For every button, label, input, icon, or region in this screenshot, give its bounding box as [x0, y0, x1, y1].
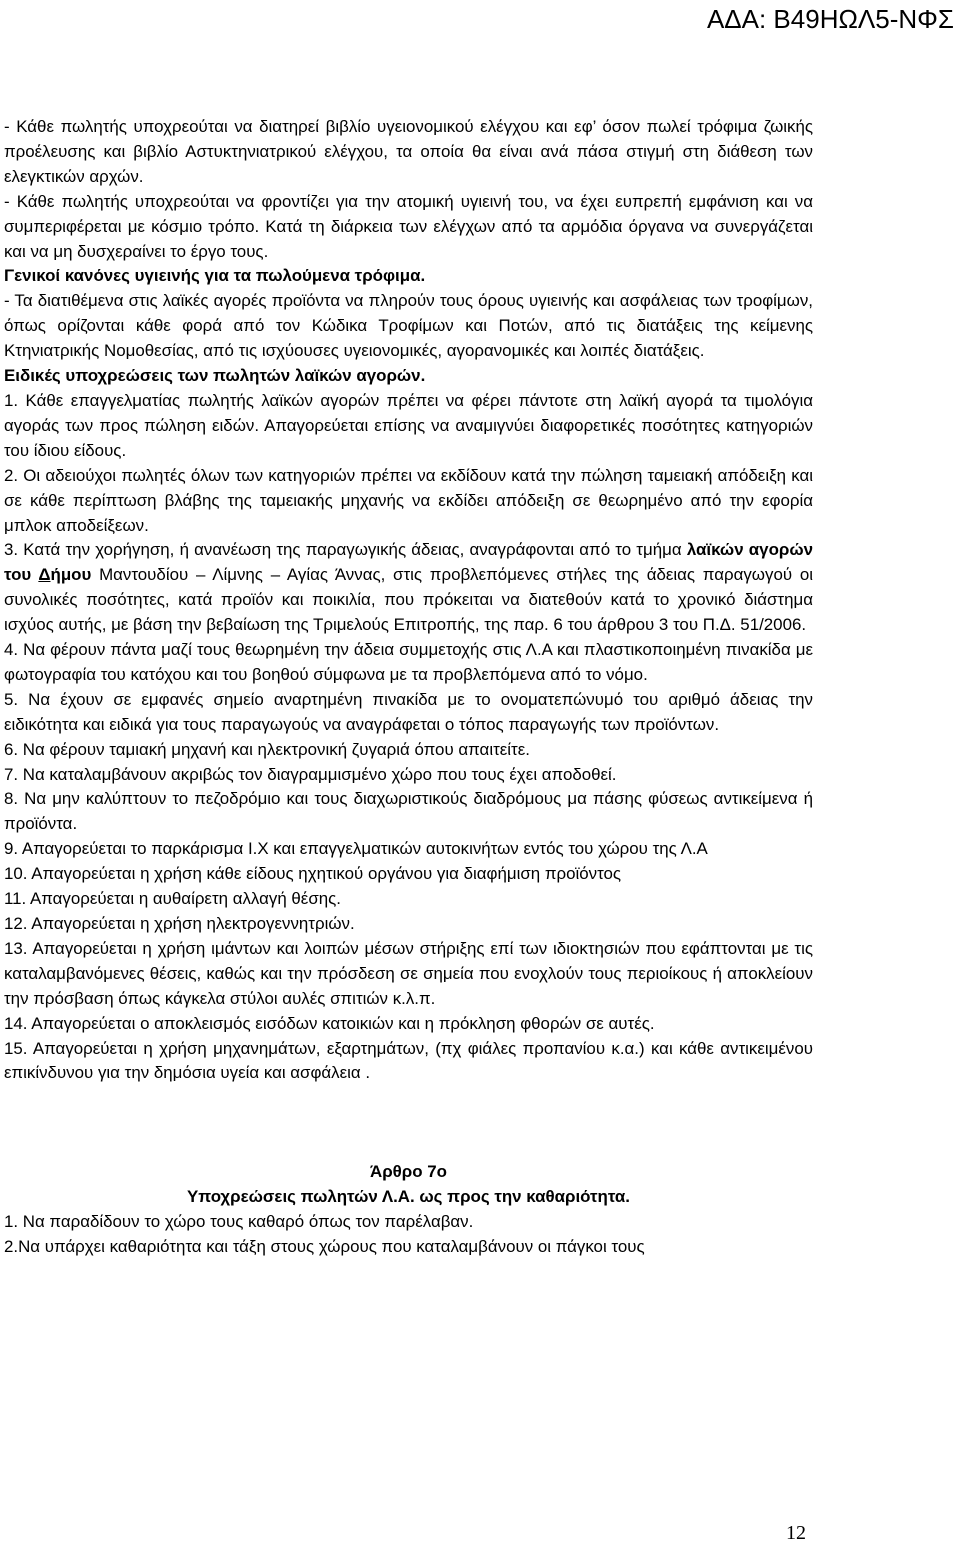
list-item-4: 4. Να φέρουν πάντα μαζί τους θεωρημένη την άδεια συμμετοχής στις Λ.Α και πλαστικοποιημένη πινακίδα με φωτογραφία του κατόχου και του βοηθού σύμφωνα με τα προβλεπόμενα από το νόμο. — [4, 640, 813, 684]
list-item-3-text-end: Μαντουδίου – Λίμνης – Αγίας Άννας, στις προβλεπόμενες στήλες της άδειας παραγωγού οι συνολικές ποσότητες, κατά προϊόν και ποικιλία, που πρόκειται να διατεθούν κατά το χρονικό διάστημα ισχύος αυτής, με βάση την βεβαίωση της Τριμελούς Επιτροπής, της παρ. 6 του άρθρου 3 του Π.Δ. 51/2006. — [4, 565, 813, 635]
list-item-14: 14. Απαγορεύεται ο αποκλεισμός εισόδων κατοικιών και η πρόκληση φθορών σε αυτές. — [4, 1013, 655, 1033]
list-item-11: 11. Απαγορεύεται η αυθαίρετη αλλαγή θέσης. — [4, 889, 341, 909]
list-item-7: 7. Να καταλαμβάνουν ακριβώς τον διαγραμμισμένο χώρο που τους έχει αποδοθεί. — [4, 764, 617, 784]
list-item-2: 2. Οι αδειούχοι πωλητές όλων των κατηγοριών πρέπει να εκδίδουν κατά την πώληση ταμειακή απόδειξη και σε κάθε περίπτωση βλάβης της ταμειακής μηχανής να εκδίδει απόδειξη σε θεωρημένο από την εφορία μπλοκ αποδείξεων. — [4, 465, 813, 535]
article-title: Άρθρο 7ο — [370, 1162, 447, 1182]
list-item-6: 6. Να φέρουν ταμιακή μηχανή και ηλεκτρονική ζυγαριά όπου απαιτείτε. — [4, 739, 530, 759]
list-item-10: 10. Απαγορεύεται η χρήση κάθε είδους ηχητικού οργάνου για διαφήμιση προϊόντος — [4, 864, 622, 884]
list-item-13: 13. Απαγορεύεται η χρήση ιμάντων και λοιπών μέσων στήριξης επί των ιδιοκτησιών που εφάπτονται με τις καταλαμβανόμενες θέσεις, καθώς και την πρόσδεση σε σημεία που ενοχλούν τους περιοίκους ή αποκλείουν την πρόσβαση όπως κάγκελα στύλοι αυλές σπιτιών κ.λ.π. — [4, 938, 813, 1008]
list-item-9: 9. Απαγορεύεται το παρκάρισμα Ι.Χ και επαγγελματικών αυτοκινήτων εντός του χώρου της Λ.Α — [4, 839, 708, 859]
article-subtitle: Υποχρεώσεις πωλητών Λ.Α. ως προς την καθαριότητα. — [186, 1187, 630, 1207]
list-item-12: 12. Απαγορεύεται η χρήση ηλεκτρογεννητριών. — [4, 914, 355, 933]
list-item-1: 1. Κάθε επαγγελματίας πωλητής λαϊκών αγορών πρέπει να φέρει πάντοτε στη λαϊκή αγορά τα τιμολόγια αγοράς των προς πώληση ειδών. Απαγορεύεται επίσης να αναμιγνύει διαφορετικές ποσότητες κατηγοριών του ίδιου είδους. — [4, 390, 813, 460]
list-item-3 — [4, 538, 813, 638]
list-item-8: 8. Να μην καλύπτουν το πεζοδρόμιο και τους διαχωριστικούς διαδρόμους μα πάσης φύσεως αντικείμενα ή προϊόντα. — [4, 789, 813, 834]
article-item-2: 2.Να υπάρχει καθαριότητα και τάξη στους χώρους που καταλαμβάνουν οι πάγκοι τους — [4, 1237, 645, 1257]
heading-special-obligations: Ειδικές υποχρεώσεις των πωλητών λαϊκών αγορών. — [4, 366, 426, 386]
list-item-5: 5. Να έχουν σε εμφανές σημείο αναρτημένη πινακίδα με το ονοματεπώνυμό του αριθμό άδειας την ειδικότητα και ειδικά για τους παραγωγούς να αναγράφεται ο τόπος παραγωγής των προϊόντων. — [4, 689, 813, 734]
paragraph-health-book: - Κάθε πωλητής υποχρεούται να διατηρεί βιβλίο υγειονομικού ελέγχου και εφ’ όσον πωλεί τρόφιμα ζωικής προέλευσης και βιβλίο Αστυκτηνιατρικού ελέγχου, τα οποία θα είναι ανά πάσα στιγμή στη διάθεση των ελεγκτικών αρχών. — [4, 117, 813, 186]
list-item-3-bold-text: λαϊκών αγορών του Δήμου — [4, 540, 814, 585]
page-number: 12 — [786, 1522, 806, 1544]
ada-code-header: ΑΔΑ: Β49ΗΩΛ5-ΝΦΣ — [706, 4, 954, 34]
list-item-15: 15. Απαγορεύεται η χρήση μηχανημάτων, εξαρτημάτων, (πχ φιάλες προπανίου κ.α.) και κάθε αντικειμένου επικίνδυνου για την δημόσια υγεία και ασφάλεια . — [4, 1038, 813, 1083]
paragraph-hygiene-rules: - Τα διατιθέμενα στις λαϊκές αγορές προϊόντα να πληρούν τους όρους υγιεινής και ασφάλειας των τροφίμων, όπως ορίζονται κάθε φορά από τον Κώδικα Τροφίμων και Ποτών, από τις διατάξεις της κείμενης Κτηνιατρικής Νομοθεσίας, από τις ισχύουσες υγειονομικές, αγορανομικές και λοιπές διατάξεις. — [4, 291, 813, 361]
document-body — [4, 115, 813, 1260]
list-item-3-text-start: 3. Κατά την χορήγηση, ή ανανέωση της παραγωγικής άδειας, αναγράφονται από το τμήμα — [4, 540, 687, 560]
section-spacer — [4, 1086, 813, 1160]
heading-hygiene-rules: Γενικοί κανόνες υγιεινής για τα πωλούμενα τρόφιμα. — [4, 266, 426, 286]
article-item-1: 1. Να παραδίδουν το χώρο τους καθαρό όπως τον παρέλαβαν. — [4, 1212, 474, 1232]
paragraph-personal-hygiene: - Κάθε πωλητής υποχρεούται να φροντίζει για την ατομική υγιεινή του, να έχει ευπρεπή εμφάνιση και να συμπεριφέρεται με κόσμιο τρόπο. Κατά τη διάρκεια των ελέγχων από τα αρμόδια όργανα να συνεργάζεται και να μη δυσχεραίνει το έργο τους. — [4, 191, 813, 261]
